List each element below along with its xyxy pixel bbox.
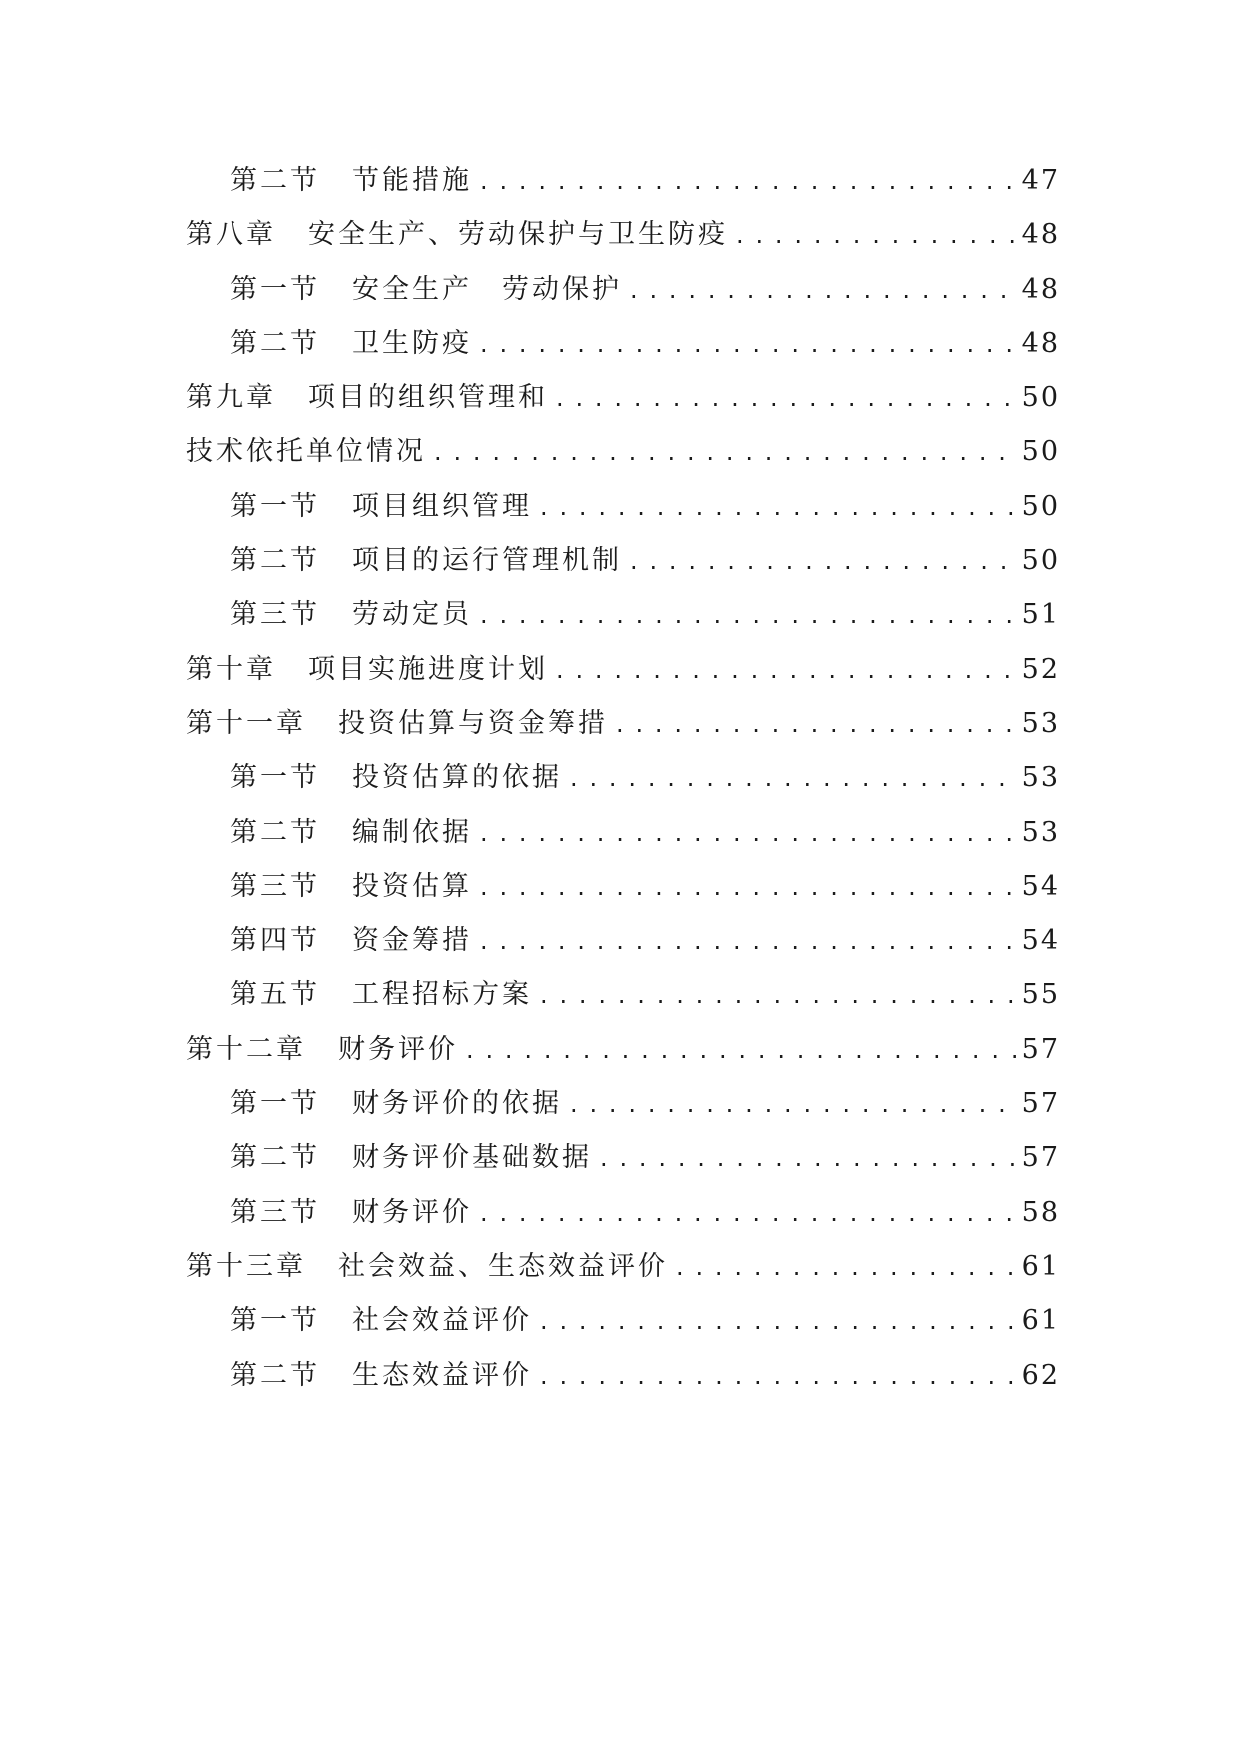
toc-entry[interactable] <box>186 154 1060 208</box>
toc-entry[interactable] <box>186 643 1060 697</box>
toc-entry-page: 50 <box>1021 382 1060 414</box>
toc-entry-title: 财务评价 <box>352 1196 472 1228</box>
toc-dot-leader <box>570 751 1016 805</box>
toc-entry-heading <box>186 697 608 751</box>
toc-entry-label: 第十三章 <box>186 1250 306 1282</box>
toc-dot-leader <box>480 154 1016 208</box>
toc-entry-heading <box>230 806 472 860</box>
toc-dot-leader <box>540 968 1016 1022</box>
toc-entry-title: 编制依据 <box>352 816 472 848</box>
toc-entry-label: 第一节 <box>230 1305 320 1337</box>
toc-entry-title: 项目的组织管理和 <box>308 382 548 414</box>
toc-entry[interactable] <box>186 968 1060 1022</box>
toc-entry-label: 第一节 <box>230 273 320 305</box>
toc-entry-label: 第十二章 <box>186 1033 306 1065</box>
toc-entry-title: 项目实施进度计划 <box>308 653 548 685</box>
toc-entry-title: 安全生产、劳动保护与卫生防疫 <box>308 219 728 251</box>
toc-entry-title: 工程招标方案 <box>352 979 532 1011</box>
toc-entry-label: 第三节 <box>230 599 320 631</box>
toc-entry-page: 62 <box>1021 1359 1060 1391</box>
toc-entry-page: 50 <box>1021 490 1060 522</box>
toc-entry-page: 52 <box>1021 653 1060 685</box>
toc-dot-leader <box>480 806 1016 860</box>
toc-dot-leader <box>556 643 1016 697</box>
toc-entry-label: 第十一章 <box>186 707 306 739</box>
toc-entry[interactable] <box>186 1077 1060 1131</box>
toc-entry-page: 53 <box>1021 762 1060 794</box>
toc-entry[interactable] <box>186 697 1060 751</box>
toc-entry-title: 财务评价 <box>338 1033 458 1065</box>
toc-entry-label: 第二节 <box>230 1142 320 1174</box>
toc-entry-title: 项目组织管理 <box>352 490 532 522</box>
toc-dot-leader <box>540 1294 1016 1348</box>
toc-entry-heading <box>230 1131 592 1185</box>
toc-entry-heading <box>186 208 728 262</box>
toc-entry[interactable] <box>186 1023 1060 1077</box>
toc-dot-leader <box>540 1349 1016 1403</box>
toc-entry-heading <box>230 480 532 534</box>
toc-entry[interactable] <box>186 208 1060 262</box>
toc-entry[interactable] <box>186 371 1060 425</box>
toc-entry-page: 54 <box>1021 870 1060 902</box>
toc-entry-heading <box>186 643 548 697</box>
toc-entry-heading <box>186 1023 458 1077</box>
toc-entry-heading <box>230 317 472 371</box>
toc-entry-page: 50 <box>1021 545 1060 577</box>
toc-entry-title: 投资估算的依据 <box>352 762 562 794</box>
toc-entry[interactable] <box>186 1294 1060 1348</box>
toc-entry-page: 57 <box>1021 1142 1060 1174</box>
toc-dot-leader <box>540 480 1016 534</box>
toc-entry[interactable] <box>186 806 1060 860</box>
toc-entry-label: 第二节 <box>230 327 320 359</box>
toc-entry-heading <box>186 1240 668 1294</box>
toc-dot-leader <box>600 1131 1016 1185</box>
toc-dot-leader <box>676 1240 1016 1294</box>
toc-entry[interactable] <box>186 317 1060 371</box>
toc-entry[interactable] <box>186 1131 1060 1185</box>
toc-dot-leader <box>480 914 1016 968</box>
toc-entry-heading <box>230 154 472 208</box>
toc-entry-title: 社会效益、生态效益评价 <box>338 1250 668 1282</box>
toc-entry-label: 第二节 <box>230 816 320 848</box>
toc-entry-title: 劳动定员 <box>352 599 472 631</box>
toc-dot-leader <box>480 1186 1016 1240</box>
toc-entry-heading <box>230 860 472 914</box>
toc-entry-page: 55 <box>1021 979 1060 1011</box>
toc-entry-label: 第八章 <box>186 219 276 251</box>
toc-entry[interactable] <box>186 425 1060 479</box>
toc-dot-leader <box>480 860 1016 914</box>
toc-entry-label: 第二节 <box>230 545 320 577</box>
toc-entry[interactable] <box>186 1349 1060 1403</box>
table-of-contents <box>186 154 1060 1403</box>
toc-entry-title: 技术依托单位情况 <box>186 436 426 468</box>
toc-entry-page: 48 <box>1021 327 1060 359</box>
toc-entry-heading <box>230 1077 562 1131</box>
toc-entry-page: 51 <box>1021 599 1060 631</box>
toc-entry-page: 50 <box>1021 436 1060 468</box>
toc-entry-page: 54 <box>1021 925 1060 957</box>
toc-entry-label: 第四节 <box>230 925 320 957</box>
toc-entry[interactable] <box>186 534 1060 588</box>
toc-entry-page: 61 <box>1021 1250 1060 1282</box>
toc-entry-title: 节能措施 <box>352 165 472 196</box>
toc-entry-page: 58 <box>1021 1196 1060 1228</box>
toc-entry-title: 投资估算与资金筹措 <box>338 707 608 739</box>
toc-entry-heading <box>230 914 472 968</box>
toc-entry[interactable] <box>186 1240 1060 1294</box>
toc-entry-heading <box>230 1186 472 1240</box>
toc-entry-page: 48 <box>1021 219 1060 251</box>
toc-entry-page: 47 <box>1021 165 1060 196</box>
toc-entry[interactable] <box>186 751 1060 805</box>
toc-entry-heading <box>230 1349 532 1403</box>
toc-entry-heading <box>186 371 548 425</box>
toc-dot-leader <box>736 208 1016 262</box>
toc-entry[interactable] <box>186 860 1060 914</box>
toc-entry[interactable] <box>186 914 1060 968</box>
toc-dot-leader <box>556 371 1016 425</box>
toc-entry-title: 生态效益评价 <box>352 1359 532 1391</box>
toc-entry-label: 第二节 <box>230 1359 320 1391</box>
toc-entry-label: 第十章 <box>186 653 276 685</box>
toc-entry[interactable] <box>186 588 1060 642</box>
toc-dot-leader <box>630 263 1016 317</box>
toc-entry-title: 卫生防疫 <box>352 327 472 359</box>
toc-dot-leader <box>570 1077 1016 1131</box>
toc-dot-leader <box>434 425 1016 479</box>
toc-entry[interactable] <box>186 1186 1060 1240</box>
toc-entry-label: 第九章 <box>186 382 276 414</box>
toc-entry-title: 安全生产 劳动保护 <box>352 273 622 305</box>
toc-entry-title: 财务评价的依据 <box>352 1088 562 1120</box>
toc-dot-leader <box>616 697 1016 751</box>
toc-entry-heading <box>230 588 472 642</box>
toc-entry-heading <box>230 1294 532 1348</box>
toc-entry-page: 61 <box>1021 1305 1060 1337</box>
toc-entry-label: 第三节 <box>230 870 320 902</box>
toc-dot-leader <box>466 1023 1016 1077</box>
toc-entry-heading <box>230 751 562 805</box>
toc-entry-page: 57 <box>1021 1088 1060 1120</box>
toc-entry-label: 第五节 <box>230 979 320 1011</box>
toc-entry-page: 57 <box>1021 1033 1060 1065</box>
toc-entry-page: 48 <box>1021 273 1060 305</box>
toc-entry-heading <box>230 534 622 588</box>
toc-entry-label: 第二节 <box>230 165 320 196</box>
toc-entry[interactable] <box>186 480 1060 534</box>
toc-entry-page: 53 <box>1021 816 1060 848</box>
toc-entry-heading <box>230 968 532 1022</box>
toc-entry-label: 第一节 <box>230 1088 320 1120</box>
toc-entry-label: 第一节 <box>230 762 320 794</box>
toc-entry-heading <box>186 425 426 479</box>
toc-entry-heading <box>230 263 622 317</box>
toc-entry-title: 投资估算 <box>352 870 472 902</box>
toc-entry[interactable] <box>186 263 1060 317</box>
toc-entry-title: 资金筹措 <box>352 925 472 957</box>
toc-entry-page: 53 <box>1021 707 1060 739</box>
toc-dot-leader <box>480 588 1016 642</box>
toc-entry-title: 社会效益评价 <box>352 1305 532 1337</box>
toc-dot-leader <box>630 534 1016 588</box>
toc-entry-title: 财务评价基础数据 <box>352 1142 592 1174</box>
toc-entry-label: 第三节 <box>230 1196 320 1228</box>
toc-entry-label: 第一节 <box>230 490 320 522</box>
toc-entry-title: 项目的运行管理机制 <box>352 545 622 577</box>
toc-dot-leader <box>480 317 1016 371</box>
